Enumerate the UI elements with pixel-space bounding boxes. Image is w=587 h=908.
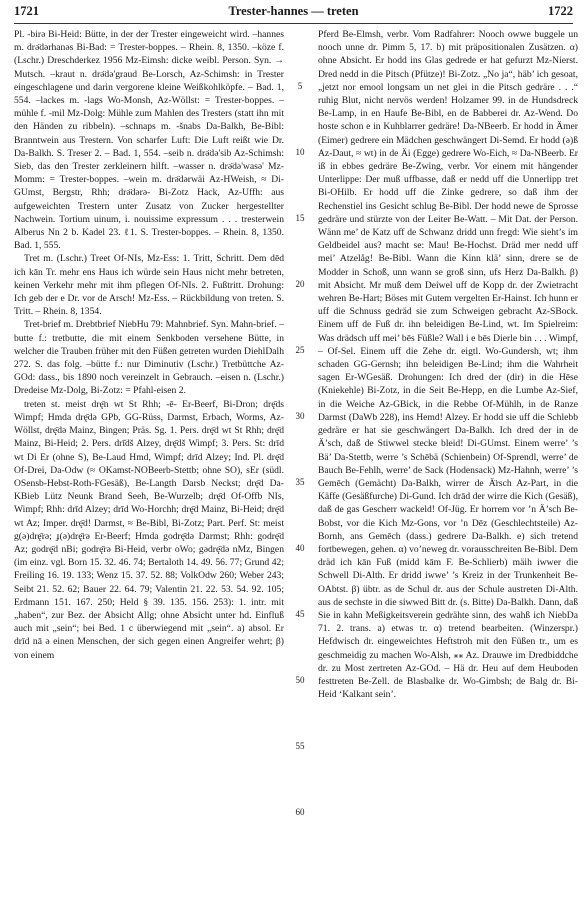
entry-paragraph: Pl. -birə Bi-Heid: Bütte, in der der Trester eingeweicht wird. –hannes m. drə̈dərhanəs Bi-Bad: = Trester-boppes. – Rhein. 8, 1350. –köze f. (Lschr.) Dreschderkez 1956 Mz-Eimsh: dicke weibl. Person. Syn. → Mutsch. –kraut n. drə̈də'graud Be-Lorsch, Az-Schimsh: in Trester eingeschlagene und darin vergorene kleine Weißkohlköpfe. – Bad. 1, 554. –lackes m. -lags Wo-Monsh, Az-Wöllst: = Trester-boppes. –mühle f. -mil Mz-Dolg: Mühle zum Mahlen des Tresters (statt ihn mit den Händen zu ribbeln). –schnaps m. -šnabs Da-Balkh, Be-Bibl: Branntwein aus Trestern. Von scharfer Luft: Die Luft reißt wie Dr. Da-Balkh. S. Treser 2. – Bad. 1, 554. –seib n. drə̈də'sib Az-Schimsh: Sieb, das den Trester zerkleinern hilft. –wasser n. drə̈də'wasə' Mz-Momm: = Trester-boppes. –wein m. drə̈dərwäi Az-HWeish, ≈ Di-GUmst, Bergstr, Rhh; drə̈dərə- Bi-Zotz Hack, Az-Uffh: aus aufgeweichten Trestern unter Zusatz von Zucker hergestellter Nachwein. Tortium uinum, i. nouissime expressum . . . tresterwein Alberus Nn 2 b. Kadel 23. ℓ1. S. Trester-boppes. – Rhein. 8, 1350. Bad. 1, 555. bbox=[14, 29, 284, 252]
line-number: 60 bbox=[295, 807, 305, 817]
header-rule bbox=[14, 23, 573, 24]
line-number: 45 bbox=[295, 609, 305, 619]
line-number: 25 bbox=[295, 345, 305, 355]
page-number-right: 1722 bbox=[547, 4, 573, 18]
line-number: 55 bbox=[295, 741, 305, 751]
line-number: 10 bbox=[295, 147, 305, 157]
running-title: Trester-hannes — treten bbox=[228, 4, 359, 18]
line-number: 50 bbox=[295, 675, 305, 685]
entry-paragraph: Pferd Be-Elmsh, verbr. Vom Radfahrer: Nooch owwe buggele un nooch unne dr. Pimm 5, 17. b) mit präpositionalen Zusätzen. α) ohne Absicht. Er hodd ins Glas gedrede er hat gefurzt Mz-Nierst. Dred nedd in die Pitsch (Pfütze)! Bi-Zotz. „No ja“, häb’ ich gesoat, „jetzt nor emool longsam un net glei in die Pitsch gedräre . . .“ ruhig Blut, nicht nervös werden! Holzamer 99. in de Hundsdreck Be-Lamp, in en Haufe Be-Bibl, en de Babberei dr. Az-Wend. Do hoste schon e in Kuhblarrer gedräre! Da-NBeerb. Er hodd in Ämer (Eimer) gedrere ein Mädchen geschwängert Di-Semd. Er hodd (ə)ß Az-Daut, ≈ wt) in de Äi (Egge) gedrere Wo-Eich, ≈ Da-NBeerb. Er iß in ebbes gedräre Be-Zwing, verbr. Vor einem mit hängender Unterlippe: Der muß uffbasse, daß er nedd uff die Unnerlipp tret Bi-OHilb. Er hodd uff die Zinke gedrere, so daß ihm der Rechenstiel ins Gesicht schlug Be-Bibl. Der hodd newe de Sprosse gedräre und stürzte von der Leiter Be-Watt. – Mit Dat. der Person. Wänn me’ de Katz uff de Schwanz dridd unn fregd: Wie sieht’s im Geldbeidel aus? macht se: Mau! Be-Hochst. Dräd mer nedd uff mei’ Atzelåg! Be-Bibl. Wann die Kinn klä’ sinn, drere se de Modder in Schoß, unn wann se groß sinn, ufs Herz Da-Balkh. β) mit Absicht. Mr muß dem Deiwel uff de Kopp dr. der Zwietracht wehren Be-Hart; Böses mit Gutem vergelten Er-Hainst. Ich hunn er uff die Schnuss gedräd sie zum Schweigen gebracht Az-SBock. Einem uff de Fuß dr. ihn beleidigen Be-Lind, wt. Im Spielreim: Was drädsch uff mei’ bēs Füßle? Wall i e bēs Dierle bin . . . Wimpf, – Of-Sel. Einem uff die Zehe dr. eigtl. Wo-Gundersh, wt; ihm schaden GG-Gernsh; ihn beleidigen Be-Lind; ihm die Wahrheit sagen Er-WGesäß. Drohungen: Ich dred der (dir) in die Hēse (Kniekehle) Bi-Zotz, in die Seit Be-Hepp, en die Lumbe Az-Sief, in die Weiche Az-GBick, in die Rebbe Of-Mühlh, in de Ranze Darmst (DaWb 228), ins Hemd! Alzey. Er hodd sie uff die Schlebb gedräre er hat sie geschwängert Da-Balkh. Ich dred der in de Ä’sch, daß de Stiwwel stecke bleid! Di-GUmst. Einem werre’ ’s Bä’ Da-Stettb, werre ’s Schēbä (Schienbein) Of-Sprendl, werre’ de Bauch Be-Fehlh, werre’ de Sack (Hodensack) Mz-Hahnh, werre’ ’s Gemēch (Gemächt) Da-Balkh, wirrer de Ä̈rsch Az-Part, in die Käffe (Gesäßfurche) Di-Gund. Ich drād der wirre die Kich (Gesäß), daß de gas Gescherr wackeld! Of-Jüg. Er horrem vor ’n Ä’sch Be-Bobst, vor die Kich Mz-Gons, vor ’n Dēz (Geschlechtsteile) Az-Bornh, ans Gemēch (dass.) gedrere Da-Balkh. e) sich tretend fortbewegen, gehen. α) vo’neweg dr. vorausschreiten Be-Bibl. Dem dräd ich kān Fuß (midd kām F. Be-Schlierb) mäih iwwer die Schwell Di-Alth. Er dridd iwwe’ ’s Kreiz in der Trunkenheit Be-OAbtst. β) übtr. as de Schul dr. aus der Schule austreten Di-Alth. aus de sechste in die siwwed Bitt dr. (s. Bitte) Da-Balkh. Dann, daß Sie in kahn Meßigkeitsverein gedrähte sinn, des wahß ich NiebDa 71. 2. trans. a) etwas tr. α) tretend bearbeiten. (Winzerspr.) Hefdwisch dr. eingeweichtes Heftstroh mit den Füßen tr., um es geschmeidig zu machen Wo-Alsh, ⁎⁎ Az. Drauwe im Dredbiddche dr. zu Most zertreten Az-GOd. – Hä dr. Heu auf dem Heuboden festtreten Be-Zell. de Blasbalke dr. Wo-Gimbsh; de Balg dr. Bi-Heid ‘Kalkant sein’. bbox=[318, 29, 578, 701]
line-number: 40 bbox=[295, 543, 305, 553]
entry-paragraph: Tret m. (Lschr.) Treet Of-NIs, Mz-Ess: 1. Tritt, Schritt. Dem dēd ich kān Tr. mehr ens Haus ich würde sein Haus nicht mehr betreten, keinen Verkehr mehr mit ihm pflegen Of-NIs. 2. Fußtritt. Drohung: Ich geb der e Dr. vor de Arsch! Mz-Ess. – Rückbildung von treten. S. Tritt. – Rhein. 8, 1354. bbox=[14, 253, 284, 318]
entry-paragraph: treten st. meist drę̄n wt St Rhh; -ē- Er-Beerf, Bi-Dron; drę̄ds Wimpf; Hmda drę̄də GPb, GG-Rüss, Darmst, Erbach, Worms, Az-Wöllst, drę̄də Mainz, Bingen; Präs. Sg. 1. Pers. drę̄d wt St Rhh; drę̄d Mainz, Bi-Heid; 2. Pers. drī̆dš Alzey, drę̄dš Wimpf; 3. Pers. St: drīd wt Di Er (ohne S), Be-Laud Hmd, Wimpf; drīd Alzey; Ind. Pl. drę̄d Of-Drei, Da-Odw (≈ OKamst-NOBeerb-Stettb; ohne SO), sEr (südl. OSensb-Hebst-Roth-FGesäß), Be-Langth Darsb Neckst; drę̄d Da-KBieb Lütz Neunk Brand Seeh, Be-Wurzelb; drę̄d Of-Offb NIs, Wimpf; Rhh: drīd Alzey; drīd Wo-Horchh; drę̄d Mainz, Bi-Heid; drę̄d wt Az; Imper. drę̄d! Darmst, ≈ Be-Bibl, Bi-Zotz; Part. Perf. St: meist g(ə)drę̄rə; ɟ(ə)drę̄rə Er-Beerf; Hmda godrę̄də Darmst; Rhh: godrę̄d Az; godrę̄d nBi; godrę̄rə Bi-Heid, verbr oWo; gədrę̄də nMz, Bingen (im einz. vgl. Born 15. 32. 46. 74; Bertaloth 14. 49. 56. 77; Grund 42; Freiling 16. 19. 133; Wenz 15. 37. 52. 88; VolkOdw 260; Weber 243; Seibt 21. 52. 62; Bauer 22. 64. 79; Valentin 21. 22. 53. 54. 92. 105; Erdmann 151. 167. 250; Held § 39. 135. 156. 253): 1. intr. mit „haben“, zur Bez. der Absicht Allg; ohne Absicht unter hd. Einfluß auch mit „sein“; bei Bed. 1 c überwiegend mit „sein“. a) absol. Er drīd nā ə einen Menschen, der sich gegen einen Angreifer wehrt; β) von einem bbox=[14, 398, 284, 661]
page-number-left: 1721 bbox=[14, 4, 39, 18]
line-number: 20 bbox=[295, 279, 305, 289]
page-header bbox=[14, 4, 573, 24]
right-column bbox=[318, 28, 578, 701]
line-number: 5 bbox=[297, 81, 303, 91]
line-number: 30 bbox=[295, 411, 305, 421]
line-number: 15 bbox=[295, 213, 305, 223]
left-column bbox=[14, 28, 284, 662]
line-number: 35 bbox=[295, 477, 305, 487]
entry-paragraph: Tret-brief m. Drebtbrief NiebHu 79: Mahnbrief. Syn. Mahn-brief. –butte f.: tretbutte, die mit einem Senkboden versehene Bütte, in welcher die Trauben früher mit den Füßen getreten wurden DiehlDalh 272. S. das folg. –bütte f.: nur Diminutiv (Lschr.) Tretbüttche Az-GOd: dass., bis 1890 noch vereinzelt in Gebrauch. –eisen n. (Lschr.) Dredeise Mz-Dolg, Bi-Zotz: = Pfahl-eisen 2. bbox=[14, 319, 284, 397]
